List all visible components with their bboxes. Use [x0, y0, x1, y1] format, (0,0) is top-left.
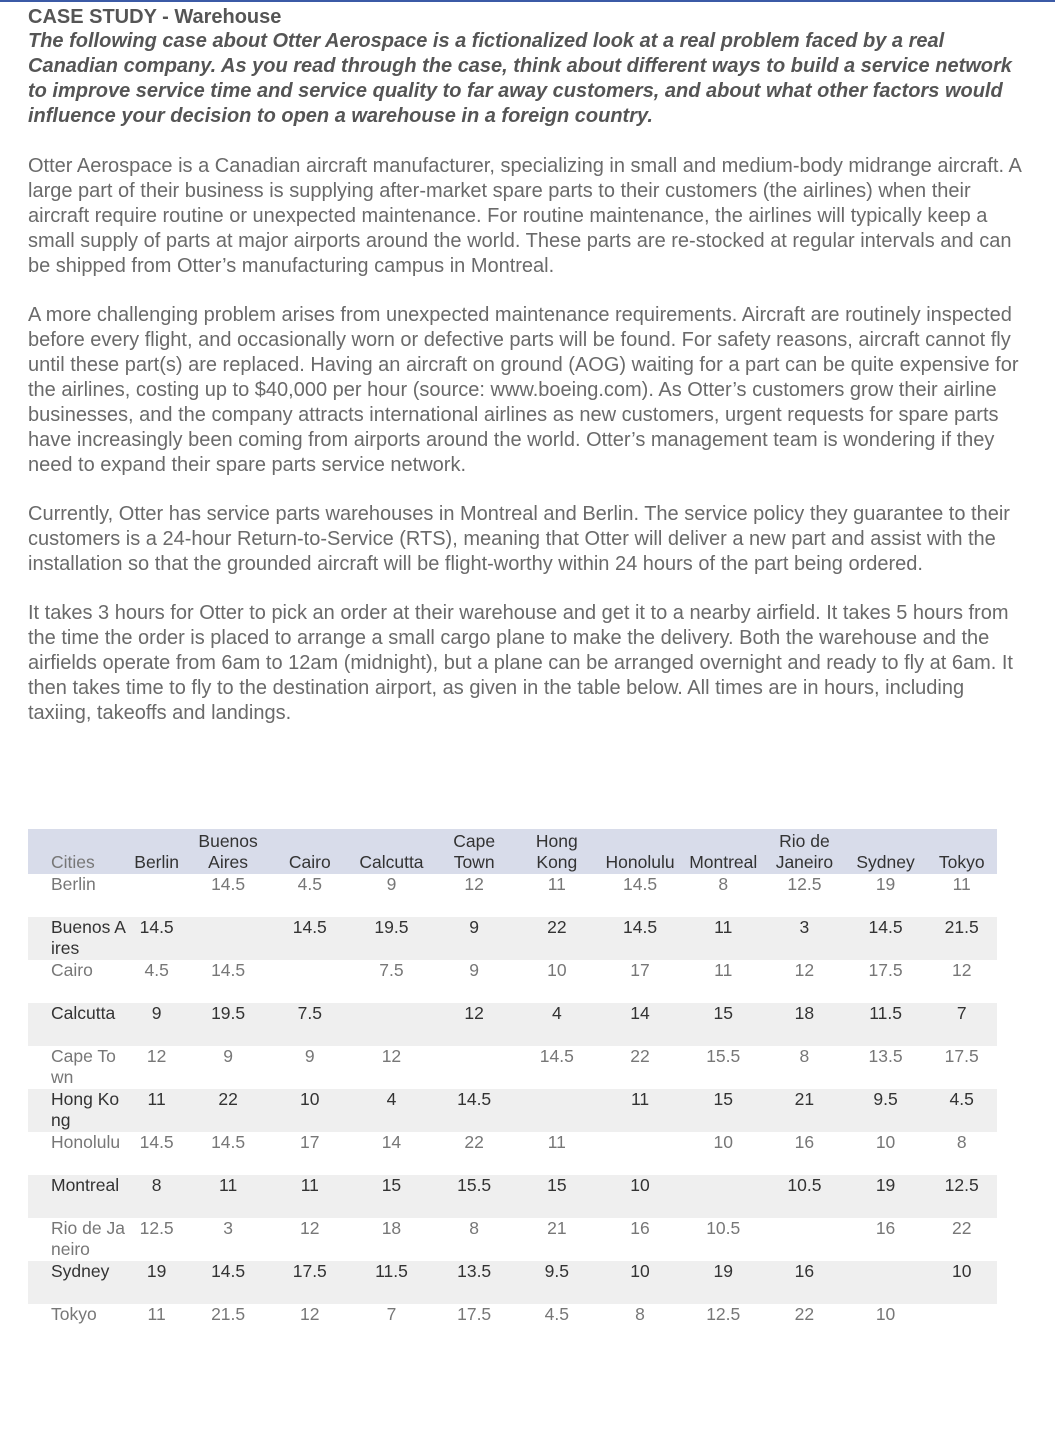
header-cell: Sydney: [845, 829, 927, 874]
row-header-city: Tokyo: [51, 1303, 97, 1324]
header-cell: Tokyo: [926, 829, 997, 874]
row-header-city: Montreal: [28, 1175, 126, 1218]
row-header-city: Hong Kong: [28, 1089, 126, 1132]
table-row: [28, 960, 997, 1003]
row-header-city: Berlin: [51, 873, 96, 894]
table-cell: 11: [952, 873, 971, 894]
table-cell: 14.5: [845, 917, 927, 960]
table-cell: 12: [951, 959, 972, 980]
table-cell: 12: [300, 1303, 320, 1324]
table-cell: 15.5: [706, 1045, 741, 1066]
table-cell: 11: [187, 1175, 269, 1218]
table-cell: 8: [126, 1175, 187, 1218]
table-cell: 19: [682, 1261, 764, 1304]
table-cell: [516, 1089, 598, 1132]
table-cell: 11: [147, 1303, 166, 1324]
table-cell: [926, 1304, 997, 1347]
table-cell: 10: [875, 1303, 896, 1324]
header-cell: Cairo: [269, 829, 351, 874]
flight-times-table: [28, 829, 997, 1347]
table-cell: 9: [469, 959, 479, 980]
top-border: [0, 0, 1055, 2]
table-cell: 14: [598, 1003, 683, 1046]
header-cell: Honolulu: [598, 829, 683, 874]
table-row: [28, 1089, 997, 1132]
table-cell: 22: [187, 1089, 269, 1132]
table-cell: 19.5: [351, 917, 433, 960]
table-cell: 15: [682, 1003, 764, 1046]
table-row: [28, 917, 997, 960]
table-row: [28, 874, 997, 917]
table-cell: 12.5: [926, 1175, 997, 1218]
table-cell: 15: [516, 1175, 598, 1218]
table-cell: 22: [951, 1217, 972, 1238]
table-cell: 17: [630, 959, 650, 980]
header-cell: Montreal: [682, 829, 764, 874]
table-cell: 17.5: [269, 1261, 351, 1304]
table-cell: 11: [714, 959, 733, 980]
table-cell: 4.5: [926, 1089, 997, 1132]
table-cell: 14: [381, 1131, 402, 1152]
table-cell: [764, 1218, 845, 1261]
intro-paragraph: The following case about Otter Aerospace is a fictionalized look at a real problem faced by a real Canadian company. As you read through the case, think about different ways to build a service network to improve service time and service quality to far away customers, and about what other factors would influence your decision to open a warehouse in a foreign country.: [28, 30, 1012, 127]
table-cell: 4.5: [144, 959, 169, 980]
table-cell: 10.5: [764, 1175, 845, 1218]
table-cell: 9: [386, 873, 397, 894]
table-cell: 9.5: [845, 1089, 927, 1132]
paragraph-2: A more challenging problem arises from unexpected maintenance requirements. Aircraft are routinely inspected before every flight, and occasionally worn or defective parts will be found. For safety reasons, aircraft cannot fly until these part(s) are replaced. Having an aircraft on ground (AOG) waiting for a part can be quite expensive for the airlines, costing up to $40,000 per hour (source: www.boeing.com). As Otter’s customers grow their airline businesses, and the company attracts international airlines as new customers, urgent requests for spare parts have increasingly been coming from airports around the world. Otter’s management team is wondering if they need to expand their spare parts service network.: [28, 304, 1019, 476]
table-cell: 12.5: [787, 873, 822, 894]
table-cell: 8: [469, 1217, 479, 1238]
document-title: CASE STUDY - Warehouse: [28, 6, 282, 28]
table-cell: 17.5: [944, 1045, 979, 1066]
table-cell: 8: [799, 1045, 810, 1066]
table-cell: 14.5: [211, 959, 246, 980]
table-cell: 10: [269, 1089, 351, 1132]
row-header-city: Cairo: [51, 959, 93, 980]
table-cell: 14.5: [598, 917, 683, 960]
table-cell: 17.5: [457, 1303, 492, 1324]
table-cell: 19: [875, 873, 896, 894]
table-cell: 19: [126, 1261, 187, 1304]
table-cell: 7: [926, 1003, 997, 1046]
table-cell: 4.5: [544, 1303, 569, 1324]
table-row: [28, 1003, 997, 1046]
table-cell: 21.5: [926, 917, 997, 960]
table-cell: 10: [547, 959, 567, 980]
table-cell: 12: [300, 1217, 320, 1238]
table-cell: 14.5: [211, 873, 246, 894]
table-cell: 21: [547, 1217, 567, 1238]
table-cell: 11: [547, 873, 566, 894]
table-cell: [682, 1175, 764, 1218]
table-row: [28, 1175, 997, 1218]
table-cell: 8: [635, 1303, 645, 1324]
table-cell: 14.5: [623, 873, 658, 894]
table-cell: 9: [223, 1045, 233, 1066]
table-cell: 11: [269, 1175, 351, 1218]
table-cell: 17.5: [868, 959, 903, 980]
table-cell: 14.5: [432, 1089, 516, 1132]
table-cell: 11: [126, 1089, 187, 1132]
table-cell: 22: [464, 1131, 484, 1152]
table-cell: 4: [516, 1003, 598, 1046]
table-cell: 16: [764, 1261, 845, 1304]
table-cell: 7: [386, 1303, 397, 1324]
table-cell: 9: [126, 1003, 187, 1046]
table-cell: 14.5: [187, 1261, 269, 1304]
table-row: [28, 1304, 997, 1347]
table-cell: 22: [794, 1303, 815, 1324]
table-cell: 19: [845, 1175, 927, 1218]
document: [28, 5, 1028, 726]
table-cell: 11: [598, 1089, 683, 1132]
table-cell: 22: [516, 917, 598, 960]
table-cell: 13.5: [432, 1261, 516, 1304]
table-cell: 11.5: [845, 1003, 927, 1046]
paragraph-1: Otter Aerospace is a Canadian aircraft manufacturer, specializing in small and medium-body midrange aircraft. A large part of their business is supplying after-market spare parts to their customers (the airlines) when their aircraft require routine or unexpected maintenance. For routine maintenance, the airlines will typically keep a small supply of parts at major airports around the world. These parts are re-stocked at regular intervals and can be shipped from Otter’s manufacturing campus in Montreal.: [28, 155, 1021, 277]
table-cell: 10: [598, 1175, 683, 1218]
table-cell: 18: [764, 1003, 845, 1046]
header-cell: Rio de Janeiro: [764, 829, 845, 874]
row-header-city: Rio de Janeiro: [51, 1217, 125, 1259]
table-cell: 22: [630, 1045, 650, 1066]
row-header-city: Cape Town: [51, 1045, 116, 1087]
table-cell: [845, 1261, 927, 1304]
table-cell: 15: [351, 1175, 433, 1218]
table-cell: 12: [146, 1045, 167, 1066]
table-cell: 16: [794, 1131, 815, 1152]
table-cell: 21: [764, 1089, 845, 1132]
table-cell: 4: [351, 1089, 433, 1132]
table-cell: 8: [718, 873, 729, 894]
table-cell: 11: [682, 917, 764, 960]
table-header-row: [28, 829, 997, 874]
table-cell: 18: [381, 1217, 402, 1238]
header-cities: Cities: [28, 829, 126, 874]
header-cell: Calcutta: [351, 829, 433, 874]
table-cell: 10: [875, 1131, 896, 1152]
row-header-city: Buenos Aires: [28, 917, 126, 960]
table-cell: 10: [598, 1261, 683, 1304]
table-cell: 8: [956, 1131, 967, 1152]
table-cell: 21.5: [211, 1303, 246, 1324]
table-cell: [351, 1003, 433, 1046]
table-cell: 14.5: [139, 1131, 174, 1152]
table-cell: 14.5: [211, 1131, 246, 1152]
table-cell: 12: [432, 1003, 516, 1046]
table-cell: 11: [547, 1131, 566, 1152]
table-row: [28, 1218, 997, 1261]
table-cell: 10.5: [706, 1217, 741, 1238]
table-cell: 12.5: [139, 1217, 174, 1238]
table-cell: [126, 874, 187, 917]
table-cell: 15.5: [432, 1175, 516, 1218]
table-cell: 14.5: [269, 917, 351, 960]
table-cell: 9: [432, 917, 516, 960]
paragraph-4: It takes 3 hours for Otter to pick an order at their warehouse and get it to a nearby airfield. It takes 5 hours from the time the order is placed to arrange a small cargo plane to make the delivery. Both the warehouse and the airfields operate from 6am to 12am (midnight), but a plane can be arranged overnight and ready to fly at 6am. It then takes time to fly to the destination airport, as given in the table below. All times are in hours, including taxiing, takeoffs and landings.: [28, 602, 1013, 724]
table-cell: 12: [794, 959, 815, 980]
table-cell: [187, 917, 269, 960]
table-cell: 12: [381, 1045, 402, 1066]
table-cell: 10: [713, 1131, 733, 1152]
table-cell: [269, 960, 351, 1003]
table-cell: 12: [464, 873, 484, 894]
table-cell: 10: [926, 1261, 997, 1304]
row-header-city: Calcutta: [28, 1003, 126, 1046]
table-row: [28, 1046, 997, 1089]
row-header-city: Sydney: [28, 1261, 126, 1304]
table-cell: 12.5: [706, 1303, 741, 1324]
header-cell: Berlin: [126, 829, 187, 874]
header-cell: Buenos Aires: [187, 829, 269, 874]
paragraph-3: Currently, Otter has service parts warehouses in Montreal and Berlin. The service policy they guarantee to their customers is a 24-hour Return-to-Service (RTS), meaning that Otter will deliver a new part and assist with the installation so that the grounded aircraft will be flight-worthy within 24 hours of the part being ordered.: [28, 503, 1010, 575]
table-cell: 9: [304, 1045, 315, 1066]
table-cell: 9.5: [516, 1261, 598, 1304]
table-cell: 4.5: [297, 873, 322, 894]
table-body: [28, 874, 997, 1347]
table-cell: 7.5: [379, 959, 404, 980]
table-cell: 16: [630, 1217, 650, 1238]
table-cell: 14.5: [539, 1045, 574, 1066]
table-cell: 19.5: [187, 1003, 269, 1046]
header-cell: Hong Kong: [516, 829, 598, 874]
table-row: [28, 1132, 997, 1175]
row-header-city: Honolulu: [51, 1131, 121, 1152]
table-cell: 3: [223, 1217, 233, 1238]
table-cell: 15: [682, 1089, 764, 1132]
table-cell: 16: [875, 1217, 896, 1238]
table-cell: [598, 1132, 683, 1175]
table-cell: 14.5: [126, 917, 187, 960]
header-cell: Cape Town: [432, 829, 516, 874]
table-cell: 3: [764, 917, 845, 960]
table-cell: 13.5: [868, 1045, 903, 1066]
table-cell: 11.5: [351, 1261, 433, 1304]
table-row: [28, 1261, 997, 1304]
table-cell: 7.5: [269, 1003, 351, 1046]
table-cell: 17: [300, 1131, 320, 1152]
table-cell: [432, 1046, 516, 1089]
